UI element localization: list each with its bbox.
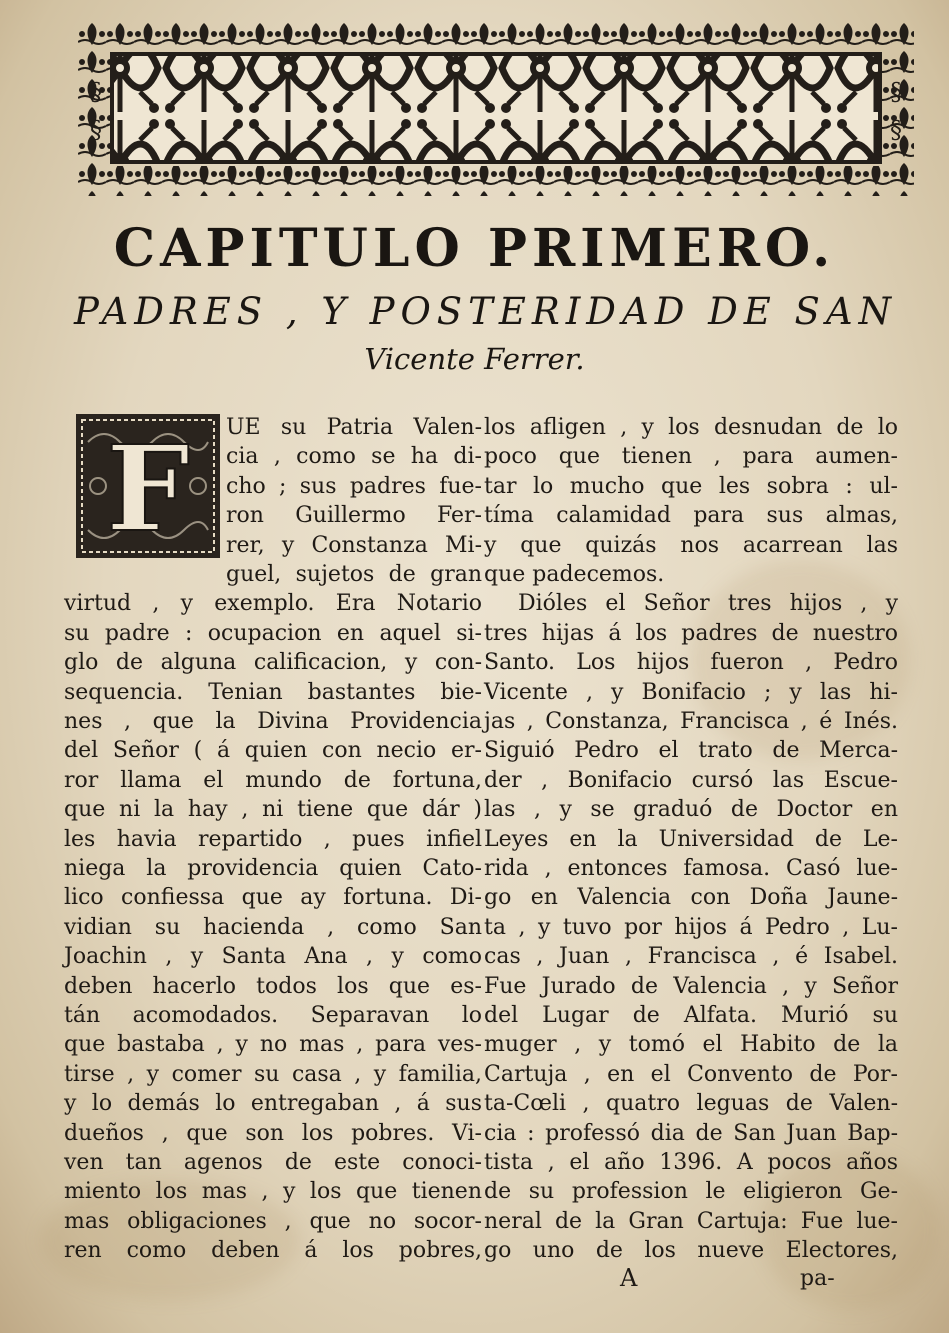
text-line: guel, sujetos de gran xyxy=(226,562,482,587)
text-line: ta , y tuvo por hijos á Pedro , Lu- xyxy=(484,914,898,940)
text-line: tista , el año 1396. A pocos años xyxy=(484,1150,898,1175)
text-line: Santo. Los hijos fueron , Pedro xyxy=(484,650,898,676)
chapter-title: CAPITULO PRIMERO. xyxy=(113,218,836,279)
chapter-subtitle-continued: Vicente Ferrer. xyxy=(364,342,585,376)
svg-text:§: § xyxy=(90,78,102,106)
text-line: cas , Juan , Francisca , é Isabel. xyxy=(484,944,898,970)
text-line: tres hijas á los padres de nuestro xyxy=(484,620,898,646)
text-line: poco que tienen , para aumen- xyxy=(484,444,898,470)
text-line: del Señor ( á quien con necio er- xyxy=(64,738,482,764)
svg-text:§: § xyxy=(90,116,102,144)
text-line: rida , entonces famosa. Casó lue- xyxy=(484,856,898,881)
text-line: virtud , y exemplo. Era Notario xyxy=(64,591,482,617)
text-line: ven tan agenos de este conoci- xyxy=(64,1150,482,1175)
text-line: dueños , que son los pobres. Vi- xyxy=(64,1120,482,1146)
text-line: cia , como se ha di- xyxy=(226,444,482,470)
text-line: ta-Cœli , quatro leguas de Valen- xyxy=(484,1091,898,1117)
text-line: ron Guillermo Fer- xyxy=(226,503,482,529)
catchword: pa- xyxy=(800,1266,835,1291)
text-line: tirse , y comer su casa , y familia, xyxy=(64,1061,482,1087)
text-line: deben hacerlo todos los que es- xyxy=(64,973,482,999)
text-line: y lo demás lo entregaban , á sus xyxy=(64,1091,482,1117)
text-line: que bastaba , y no mas , para ves- xyxy=(64,1032,482,1058)
text-line: go uno de los nueve Electores, xyxy=(484,1238,898,1264)
text-line: go en Valencia con Doña Jaune- xyxy=(484,885,898,911)
text-line: Fue Jurado de Valencia , y Señor xyxy=(484,973,898,999)
text-line: neral de la Gran Cartuja: Fue lue- xyxy=(484,1208,898,1234)
text-line: muger , y tomó el Habito de la xyxy=(484,1032,898,1058)
text-line: Dióles el Señor tres hijos , y xyxy=(518,591,898,617)
drop-cap-letter: F xyxy=(106,419,190,558)
text-line: mas obligaciones , que no socor- xyxy=(64,1208,482,1234)
text-line: y que quizás nos acarrean las xyxy=(484,532,898,558)
text-line: der , Bonifacio cursó las Escue- xyxy=(484,767,898,793)
svg-text:§: § xyxy=(890,78,902,106)
text-line: ren como deben á los pobres, xyxy=(64,1238,482,1264)
text-line: les havia repartido , pues infiel xyxy=(64,826,482,852)
text-line: que ni la hay , ni tiene que dár ) xyxy=(64,797,482,823)
drop-cap-initial xyxy=(74,412,222,560)
svg-text:§: § xyxy=(890,116,902,144)
text-line: los afligen , y los desnudan de lo xyxy=(484,415,898,440)
chapter-subtitle: PADRES , Y POSTERIDAD DE SAN xyxy=(74,290,897,333)
text-line: ror llama el mundo de fortuna, xyxy=(64,767,482,793)
text-line: lico confiessa que ay fortuna. Di- xyxy=(64,885,482,911)
text-line: glo de alguna calificacion, y con- xyxy=(64,650,482,676)
text-line: tar lo mucho que les sobra : ul- xyxy=(484,473,898,499)
text-line: Siguió Pedro el trato de Merca- xyxy=(484,738,898,764)
text-line: UE su Patria Valen- xyxy=(226,415,482,440)
text-line: tíma calamidad para sus almas, xyxy=(484,503,898,529)
text-line: cho ; sus padres fue- xyxy=(226,473,482,499)
text-line: Vicente , y Bonifacio ; y las hi- xyxy=(484,679,898,705)
text-line: vidian su hacienda , como San xyxy=(64,914,482,940)
text-line: Leyes en la Universidad de Le- xyxy=(484,826,898,852)
text-line: las , y se graduó de Doctor en xyxy=(484,797,898,823)
text-line: rer, y Constanza Mi- xyxy=(226,532,482,558)
text-line: tán acomodados. Separavan lo xyxy=(64,1003,482,1028)
signature-mark: A xyxy=(620,1264,638,1292)
text-line: sequencia. Tenian bastantes bie- xyxy=(64,679,482,705)
text-line: niega la providencia quien Cato- xyxy=(64,856,482,881)
text-line: nes , que la Divina Providencia xyxy=(64,709,482,734)
text-line: que padecemos. xyxy=(484,562,665,587)
text-line: Cartuja , en el Convento de Por- xyxy=(484,1061,898,1087)
text-line: Joachin , y Santa Ana , y como xyxy=(64,944,482,970)
ornamental-headpiece xyxy=(78,20,914,196)
text-line: del Lugar de Alfata. Murió su xyxy=(484,1003,898,1028)
text-line: de su profession le eligieron Ge- xyxy=(484,1179,898,1205)
text-line: miento los mas , y los que tienen xyxy=(64,1179,482,1205)
text-line: cia : professó dia de San Juan Bap- xyxy=(484,1120,898,1146)
text-line: su padre : ocupacion en aquel si- xyxy=(64,620,482,646)
text-line: jas , Constanza, Francisca , é Inés. xyxy=(484,709,898,734)
